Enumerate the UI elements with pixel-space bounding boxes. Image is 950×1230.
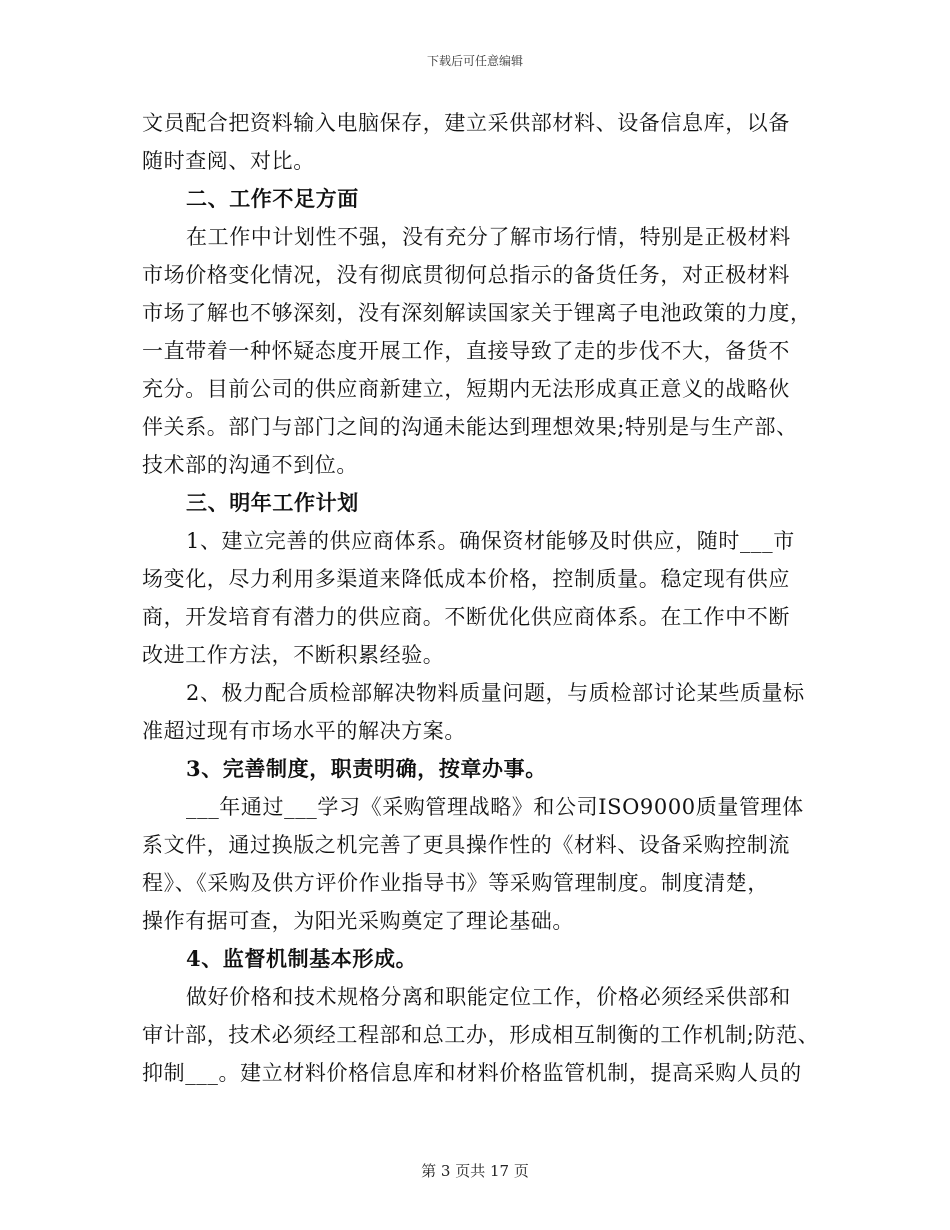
paragraph-line: 随时查阅、对比。 — [142, 149, 315, 173]
paragraph-line: 一直带着一种怀疑态度开展工作，直接导致了走的步伐不大，备货不 — [142, 339, 790, 363]
paragraph-line: 操作有据可查，为阳光采购奠定了理论基础。 — [142, 909, 574, 933]
paragraph-line: 伴关系。部门与部门之间的沟通未能达到理想效果;特别是与生产部、 — [142, 415, 798, 439]
paragraph-line: 商，开发培育有潜力的供应商。不断优化供应商体系。在工作中不断 — [142, 605, 790, 629]
paragraph-line: 做好价格和技术规格分离和职能定位工作，价格必须经采供部和 — [186, 985, 791, 1009]
page-header: 下载后可任意编辑 — [426, 54, 523, 68]
document-body — [142, 104, 820, 1092]
section-heading: 二、工作不足方面 — [186, 186, 359, 211]
paragraph-line: 审计部，技术必须经工程部和总工办，形成相互制衡的工作机制;防范、 — [142, 1023, 820, 1047]
page-footer: 第 3 页共 17 页 — [421, 1162, 529, 1180]
paragraph-line: 系文件，通过换版之机完善了更具操作性的《材料、设备采购控制流 — [142, 833, 790, 857]
paragraph-line: ___年通过___学习《采购管理战略》和公司ISO9000质量管理体 — [186, 795, 804, 819]
paragraph-line: 抑制___。建立材料价格信息库和材料价格监管机制，提高采购人员的 — [142, 1061, 802, 1085]
paragraph-line: 改进工作方法，不断积累经验。 — [142, 643, 445, 667]
paragraph-line: 市场价格变化情况，没有彻底贯彻何总指示的备货任务，对正极材料 — [142, 263, 790, 287]
section-heading: 三、明年工作计划 — [186, 490, 359, 515]
paragraph-line: 市场了解也不够深刻，没有深刻解读国家关于锂离子电池政策的力度， — [142, 301, 812, 325]
paragraph-line: 1、建立完善的供应商体系。确保资材能够及时供应，随时___市 — [186, 529, 795, 553]
paragraph-line: 充分。目前公司的供应商新建立，短期内无法形成真正意义的战略伙 — [142, 377, 790, 401]
section-heading: 4、监督机制基本形成。 — [186, 946, 418, 971]
paragraph-line: 2、极力配合质检部解决物料质量问题，与质检部讨论某些质量标 — [186, 681, 805, 705]
paragraph-line: 程》、《采购及供方评价作业指导书》等采购管理制度。制度清楚， — [142, 871, 769, 895]
paragraph-line: 准超过现有市场水平的解决方案。 — [142, 719, 466, 743]
paragraph-line: 技术部的沟通不到位。 — [142, 453, 358, 477]
paragraph-line: 在工作中计划性不强，没有充分了解市场行情，特别是正极材料 — [186, 225, 791, 249]
paragraph-line: 场变化，尽力利用多渠道来降低成本价格，控制质量。稳定现有供应 — [142, 567, 790, 591]
section-heading: 3、完善制度，职责明确，按章办事。 — [186, 756, 547, 781]
paragraph-line: 文员配合把资料输入电脑保存，建立采供部材料、设备信息库，以备 — [142, 111, 790, 135]
